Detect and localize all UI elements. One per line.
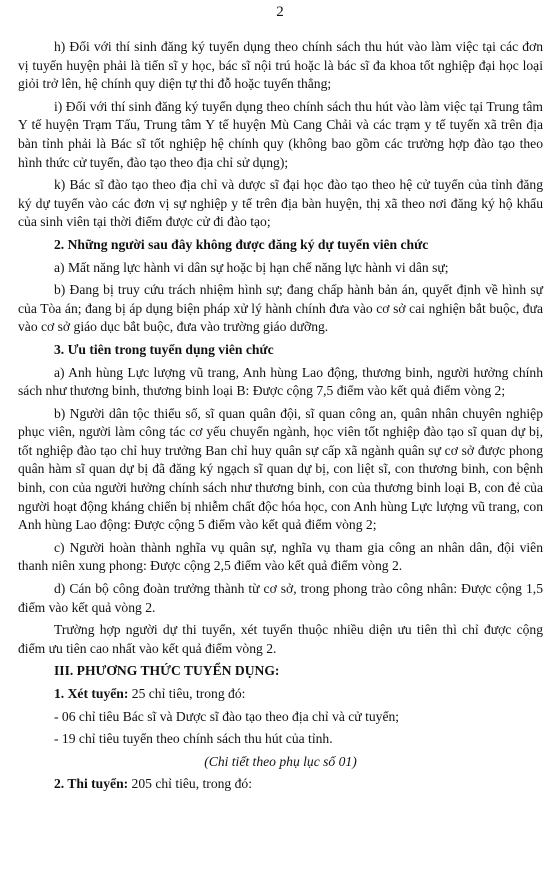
thi-tuyen-line xyxy=(18,775,543,794)
xet-tuyen-label: 1. Xét tuyển: xyxy=(54,686,129,701)
paragraph-3c: c) Người hoàn thành nghĩa vụ quân sự, nghĩa vụ tham gia công an nhân dân, đội viên thanh niên xung phong: Được cộng 2,5 điểm vào kết quả điểm vòng 2. xyxy=(18,539,543,574)
paragraph-2b: b) Đang bị truy cứu trách nhiệm hình sự; đang chấp hành bản án, quyết định về hình sự của Tòa án; đang bị áp dụng biện pháp xử lý hành chính đưa vào cơ sở cai nghiện bắt buộc, đưa vào cơ sở giáo dục bắt buộc, đưa vào trường giáo dưỡng. xyxy=(18,282,543,335)
xet-tuyen-item-1: - 06 chỉ tiêu Bác sĩ và Dược sĩ đào tạo theo địa chỉ và cử tuyển; xyxy=(54,708,400,724)
xet-tuyen-line xyxy=(18,685,543,704)
section-heading-III: III. PHƯƠNG THỨC TUYỂN DỤNG: xyxy=(54,663,280,679)
paragraph-3d: d) Cán bộ công đoàn trưởng thành từ cơ sở, trong phong trào công nhân: Được cộng 1,5 điểm vào kết quả vòng 2. xyxy=(18,581,543,615)
appendix-note: (Chi tiết theo phụ lục số 01) xyxy=(204,753,357,769)
thi-tuyen-label: 2. Thi tuyển: xyxy=(54,776,129,792)
paragraph-k: k) Bác sĩ đào tạo theo địa chỉ và dược sĩ đại học đào tạo theo hệ cử tuyển của tỉnh đăng ký dự tuyển vào các đơn vị sự nghiệp y tế trên địa bàn huyện, thị xã theo nơi đăng ký hộ khẩu của sinh viên tại thời điểm được cử đi đào tạo; xyxy=(18,177,543,230)
paragraph-i: i) Đối với thí sinh đăng ký tuyển dụng theo chính sách thu hút vào làm việc tại Trung tâm Y tế huyện Trạm Tấu, Trung tâm Y tế huyện Mù Cang Chải và các trạm y tế tuyến xã trên địa bàn tỉnh phải là Bác sĩ tốt nghiệp hệ chính quy (không bao gồm các trường hợp đào tạo theo hình thức cử tuyển, đào tạo theo địa chỉ sử dụng); xyxy=(18,98,543,170)
section-heading-3: 3. Ưu tiên trong tuyển dụng viên chức xyxy=(54,341,274,357)
thi-tuyen-text: 205 chỉ tiêu, trong đó: xyxy=(128,776,252,792)
section-heading-2: 2. Những người sau đây không được đăng ký dự tuyển viên chức xyxy=(54,236,429,252)
paragraph-2a: a) Mất năng lực hành vi dân sự hoặc bị hạn chế năng lực hành vi dân sự; xyxy=(54,259,449,275)
paragraph-h: h) Đối với thí sinh đăng ký tuyển dụng theo chính sách thu hút vào làm việc tại các đơn vị tuyến huyện phải là tiến sĩ y học, bác sĩ nội trú hoặc là bác sĩ đa khoa tốt nghiệp đại học loại giỏi trở lên, hệ chính quy diện tự thi đỗ hoặc tuyển thẳng; xyxy=(18,39,543,92)
page-number: 2 xyxy=(276,4,284,20)
paragraph-3b: b) Người dân tộc thiểu số, sĩ quan quân đội, sĩ quan công an, quân nhân chuyên nghiệp phục viên, người làm công tác cơ yếu chuyển ngành, học viên tốt nghiệp đào tạo sĩ quan dự bị, tốt nghiệp đào tạo chỉ huy trưởng Ban chỉ huy quân sự cấp xã ngành quân sự cơ sở được phong quân hàm sĩ quan dự bị đã đăng ký ngạch sĩ quan dự bị, con liệt sĩ, con thương binh, con bệnh binh, con của người hưởng chính sách như thương binh, con của thương binh loại B, con đẻ của người hoạt động kháng chiến bị nhiễm chất độc hóa học, con Anh hùng Lực lượng vũ trang, con Anh hùng Lao động: Được cộng 5 điểm vào kết quả điểm vòng 2; xyxy=(18,405,543,533)
xet-tuyen-item-2: - 19 chỉ tiêu tuyển theo chính sách thu hút của tỉnh. xyxy=(54,731,333,747)
document-body xyxy=(18,38,543,798)
paragraph-priority-note: Trường hợp người dự thi tuyển, xét tuyển thuộc nhiều diện ưu tiên thì chỉ được cộng điểm ưu tiên cao nhất vào kết quả điểm vòng 2. xyxy=(18,622,543,656)
xet-tuyen-text: 25 chỉ tiêu, trong đó: xyxy=(128,686,246,701)
paragraph-3a: a) Anh hùng Lực lượng vũ trang, Anh hùng Lao động, thương binh, người hưởng chính sách như thương binh, thương binh loại B: Được cộng 7,5 điểm vào kết quả điểm vòng 2; xyxy=(18,364,543,399)
